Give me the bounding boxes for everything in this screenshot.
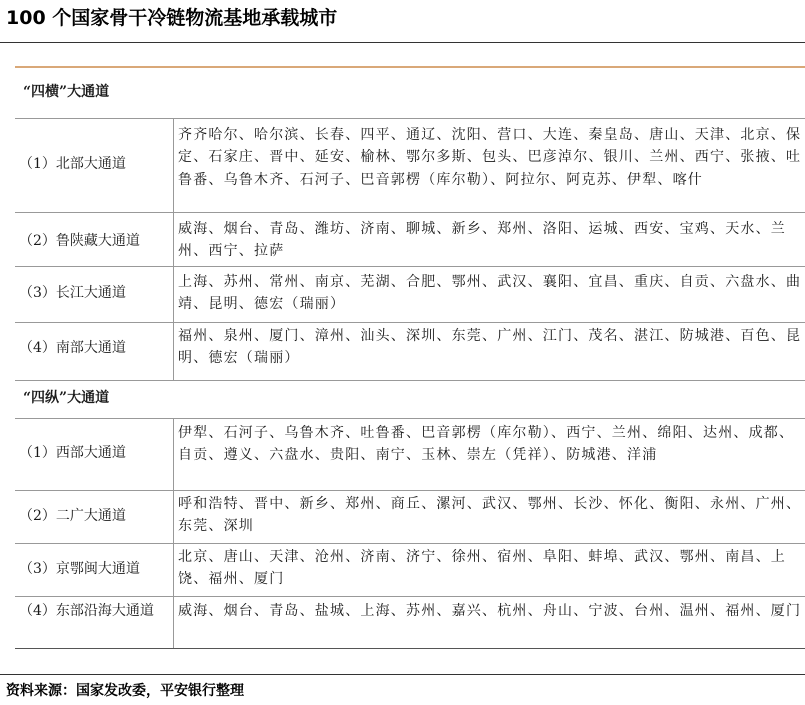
table-row xyxy=(15,325,805,369)
row-cities: 福州、泉州、厦门、漳州、汕头、深圳、东莞、广州、江门、茂名、湛江、防城港、百色、昆明、德宏（瑞丽） xyxy=(178,328,802,367)
row-divider xyxy=(15,322,805,323)
row-cities: 北京、唐山、天津、沧州、济南、济宁、徐州、宿州、阜阳、蚌埠、武汉、鄂州、南昌、上饶、福州、厦门 xyxy=(178,549,786,588)
row-cities: 呼和浩特、晋中、新乡、郑州、商丘、漯河、武汉、鄂州、长沙、怀化、衡阳、永州、广州、东莞、深圳 xyxy=(178,496,802,535)
source-note: 资料来源：国家发改委，平安银行整理 xyxy=(6,683,244,699)
table-row xyxy=(15,124,805,208)
row-divider xyxy=(15,596,805,597)
row-divider xyxy=(15,543,805,544)
table-bottom-border xyxy=(15,648,805,649)
table-row xyxy=(15,271,805,315)
row-cities: 齐齐哈尔、哈尔滨、长春、四平、通辽、沈阳、营口、大连、秦皇岛、唐山、天津、北京、保定、石家庄、晋中、延安、榆林、鄂尔多斯、包头、巴彦淖尔、银川、兰州、西宁、张掖、吐鲁番、乌鲁木齐、石河子、巴音郭楞（库尔勒）、阿拉尔、阿克苏、伊犁、喀什 xyxy=(178,127,802,188)
row-label: （2）二广大通道 xyxy=(19,508,126,524)
row-cities: 威海、烟台、青岛、潍坊、济南、聊城、新乡、郑州、洛阳、运城、西安、宝鸡、天水、兰州、西宁、拉萨 xyxy=(178,221,786,260)
row-label: （4）东部沿海大通道 xyxy=(19,603,154,619)
title-divider xyxy=(0,42,805,43)
row-label: （3）京鄂闽大通道 xyxy=(19,561,140,577)
table-top-border xyxy=(15,66,805,68)
row-label: （2）鲁陕藏大通道 xyxy=(19,233,140,249)
hline-s1-top xyxy=(15,118,805,119)
row-divider xyxy=(15,490,805,491)
row-cities: 伊犁、石河子、乌鲁木齐、吐鲁番、巴音郭楞（库尔勒）、西宁、兰州、绵阳、达州、成都、自贡、遵义、六盘水、贵阳、南宁、玉林、崇左（凭祥）、防城港、洋浦 xyxy=(178,425,795,464)
table-row xyxy=(15,422,805,490)
table-row xyxy=(15,218,805,262)
footer-divider xyxy=(0,674,805,675)
row-label: （1）北部大通道 xyxy=(19,156,126,172)
table-row xyxy=(15,546,805,590)
page-title: 100 个国家骨干冷链物流基地承载城市 xyxy=(6,7,338,29)
row-label: （1）西部大通道 xyxy=(19,445,126,461)
section-divider xyxy=(15,380,805,381)
row-cities: 上海、苏州、常州、南京、芜湖、合肥、鄂州、武汉、襄阳、宜昌、重庆、自贡、六盘水、曲靖、昆明、德宏（瑞丽） xyxy=(178,274,802,313)
row-divider xyxy=(15,266,805,267)
table-row xyxy=(15,493,805,537)
row-label: （3）长江大通道 xyxy=(19,285,126,301)
section-heading-four-vertical: “四纵”大通道 xyxy=(23,390,110,406)
row-label: （4）南部大通道 xyxy=(19,340,126,356)
row-divider xyxy=(15,212,805,213)
row-cities: 威海、烟台、青岛、盐城、上海、苏州、嘉兴、杭州、舟山、宁波、台州、温州、福州、厦门 xyxy=(178,603,802,619)
hline-s2-top xyxy=(15,418,805,419)
section-heading-four-horizontal: “四横”大通道 xyxy=(23,84,110,100)
table-row xyxy=(15,600,805,644)
